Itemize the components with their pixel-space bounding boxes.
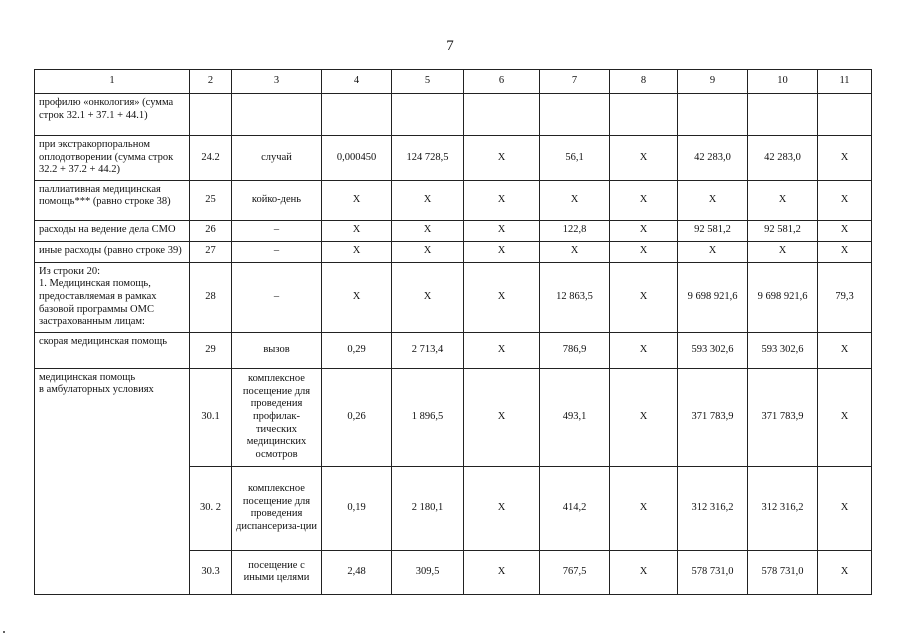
column-header-2: 2 xyxy=(190,70,232,94)
cell-c10: 312 316,2 xyxy=(748,466,818,550)
cell-c9: 371 783,9 xyxy=(678,368,748,466)
cell-c8: X xyxy=(610,180,678,220)
cell-c9: X xyxy=(678,241,748,262)
row-unit: посещение с иными целями xyxy=(232,550,322,594)
cell-c5: 124 728,5 xyxy=(392,136,464,181)
cell-c11: X xyxy=(818,180,872,220)
cell-c11: X xyxy=(818,241,872,262)
row-code: 27 xyxy=(190,241,232,262)
cell-c7 xyxy=(540,94,610,136)
row-unit: вызов xyxy=(232,332,322,368)
row-unit: койко-день xyxy=(232,180,322,220)
table-row xyxy=(35,332,872,368)
cell-c4: X xyxy=(322,180,392,220)
row-unit xyxy=(232,94,322,136)
cell-c6: X xyxy=(464,550,540,594)
row-code: 29 xyxy=(190,332,232,368)
cell-c5: 1 896,5 xyxy=(392,368,464,466)
row-code: 25 xyxy=(190,180,232,220)
cell-c8: X xyxy=(610,220,678,241)
cell-c10: X xyxy=(748,180,818,220)
row-code: 30.1 xyxy=(190,368,232,466)
cell-c6: X xyxy=(464,466,540,550)
cell-c5: X xyxy=(392,220,464,241)
column-header-1: 1 xyxy=(35,70,190,94)
cell-c10: 92 581,2 xyxy=(748,220,818,241)
cell-c11 xyxy=(818,94,872,136)
cell-c4: 0,26 xyxy=(322,368,392,466)
row-unit: комплексное посещение для проведения профилак-тических медицинских осмотров xyxy=(232,368,322,466)
cell-c11: X xyxy=(818,550,872,594)
cell-c7: 122,8 xyxy=(540,220,610,241)
table-row xyxy=(35,368,872,466)
row-code: 28 xyxy=(190,262,232,332)
page-number: 7 xyxy=(446,38,454,54)
column-header-3: 3 xyxy=(232,70,322,94)
cell-c9: 312 316,2 xyxy=(678,466,748,550)
cell-c4: X xyxy=(322,241,392,262)
cell-c4: X xyxy=(322,262,392,332)
cell-c4: 0,19 xyxy=(322,466,392,550)
cell-c10: 9 698 921,6 xyxy=(748,262,818,332)
cell-c7: 786,9 xyxy=(540,332,610,368)
row-code: 30.3 xyxy=(190,550,232,594)
cell-c8: X xyxy=(610,262,678,332)
cell-c6: X xyxy=(464,220,540,241)
row-name: профилю «онкология» (сумма строк 32.1 + 37.1 + 44.1) xyxy=(35,94,190,136)
cell-c11: X xyxy=(818,220,872,241)
cell-c8: X xyxy=(610,241,678,262)
cell-c5 xyxy=(392,94,464,136)
row-code xyxy=(190,94,232,136)
cell-c5: 2 180,1 xyxy=(392,466,464,550)
financing-table xyxy=(34,69,872,595)
cell-c4: 0,000450 xyxy=(322,136,392,181)
cell-c6: X xyxy=(464,368,540,466)
table-row xyxy=(35,180,872,220)
cell-c7: 767,5 xyxy=(540,550,610,594)
row-unit: – xyxy=(232,262,322,332)
table-row xyxy=(35,94,872,136)
cell-c9: 92 581,2 xyxy=(678,220,748,241)
row-name-ambulatory: медицинская помощь в амбулаторных условиях xyxy=(35,368,190,594)
cell-c11: X xyxy=(818,332,872,368)
cell-c9: 42 283,0 xyxy=(678,136,748,181)
cell-c5: X xyxy=(392,262,464,332)
column-header-6: 6 xyxy=(464,70,540,94)
cell-c6: X xyxy=(464,262,540,332)
cell-c7: 12 863,5 xyxy=(540,262,610,332)
cell-c7: 493,1 xyxy=(540,368,610,466)
cell-c10: 42 283,0 xyxy=(748,136,818,181)
row-unit: – xyxy=(232,241,322,262)
cell-c7: X xyxy=(540,180,610,220)
table-row xyxy=(35,241,872,262)
cell-c11: X xyxy=(818,136,872,181)
column-header-10: 10 xyxy=(748,70,818,94)
row-unit: комплексное посещение для проведения диспансериза-ции xyxy=(232,466,322,550)
cell-c11: 79,3 xyxy=(818,262,872,332)
column-header-9: 9 xyxy=(678,70,748,94)
cell-c11: X xyxy=(818,368,872,466)
cell-c6: X xyxy=(464,241,540,262)
cell-c10: 371 783,9 xyxy=(748,368,818,466)
row-code: 30. 2 xyxy=(190,466,232,550)
cell-c8: X xyxy=(610,368,678,466)
cell-c9: X xyxy=(678,180,748,220)
cell-c4 xyxy=(322,94,392,136)
row-code: 24.2 xyxy=(190,136,232,181)
table-row xyxy=(35,262,872,332)
cell-c8: X xyxy=(610,136,678,181)
cell-c4: 0,29 xyxy=(322,332,392,368)
table-row xyxy=(35,136,872,181)
row-unit: случай xyxy=(232,136,322,181)
cell-c10 xyxy=(748,94,818,136)
cell-c6 xyxy=(464,94,540,136)
cell-c5: 2 713,4 xyxy=(392,332,464,368)
row-name: расходы на ведение дела СМО xyxy=(35,220,190,241)
cell-c6: X xyxy=(464,332,540,368)
cell-c7: X xyxy=(540,241,610,262)
column-header-4: 4 xyxy=(322,70,392,94)
cell-c9: 9 698 921,6 xyxy=(678,262,748,332)
column-header-8: 8 xyxy=(610,70,678,94)
row-unit: – xyxy=(232,220,322,241)
cell-c5: X xyxy=(392,180,464,220)
cell-c10: X xyxy=(748,241,818,262)
cell-c8: X xyxy=(610,466,678,550)
header-row xyxy=(35,70,872,94)
cell-c5: 309,5 xyxy=(392,550,464,594)
cell-c4: 2,48 xyxy=(322,550,392,594)
cell-c8: X xyxy=(610,550,678,594)
row-name: Из строки 20: 1. Медицинская помощь, предоставляемая в рамках базовой программы ОМС застрахованным лицам: xyxy=(35,262,190,332)
cell-c5: X xyxy=(392,241,464,262)
cell-c10: 578 731,0 xyxy=(748,550,818,594)
cell-c6: X xyxy=(464,136,540,181)
row-name: скорая медицинская помощь xyxy=(35,332,190,368)
scan-speck xyxy=(3,631,5,633)
row-name: паллиативная медицинская помощь*** (равно строке 38) xyxy=(35,180,190,220)
column-header-7: 7 xyxy=(540,70,610,94)
row-name: при экстракорпоральном оплодотворении (сумма строк 32.2 + 37.2 + 44.2) xyxy=(35,136,190,181)
row-code: 26 xyxy=(190,220,232,241)
table-row xyxy=(35,220,872,241)
cell-c8 xyxy=(610,94,678,136)
cell-c7: 414,2 xyxy=(540,466,610,550)
row-name: иные расходы (равно строке 39) xyxy=(35,241,190,262)
column-header-5: 5 xyxy=(392,70,464,94)
cell-c10: 593 302,6 xyxy=(748,332,818,368)
cell-c9: 593 302,6 xyxy=(678,332,748,368)
cell-c9 xyxy=(678,94,748,136)
cell-c7: 56,1 xyxy=(540,136,610,181)
cell-c4: X xyxy=(322,220,392,241)
cell-c9: 578 731,0 xyxy=(678,550,748,594)
cell-c6: X xyxy=(464,180,540,220)
column-header-11: 11 xyxy=(818,70,872,94)
cell-c11: X xyxy=(818,466,872,550)
cell-c8: X xyxy=(610,332,678,368)
